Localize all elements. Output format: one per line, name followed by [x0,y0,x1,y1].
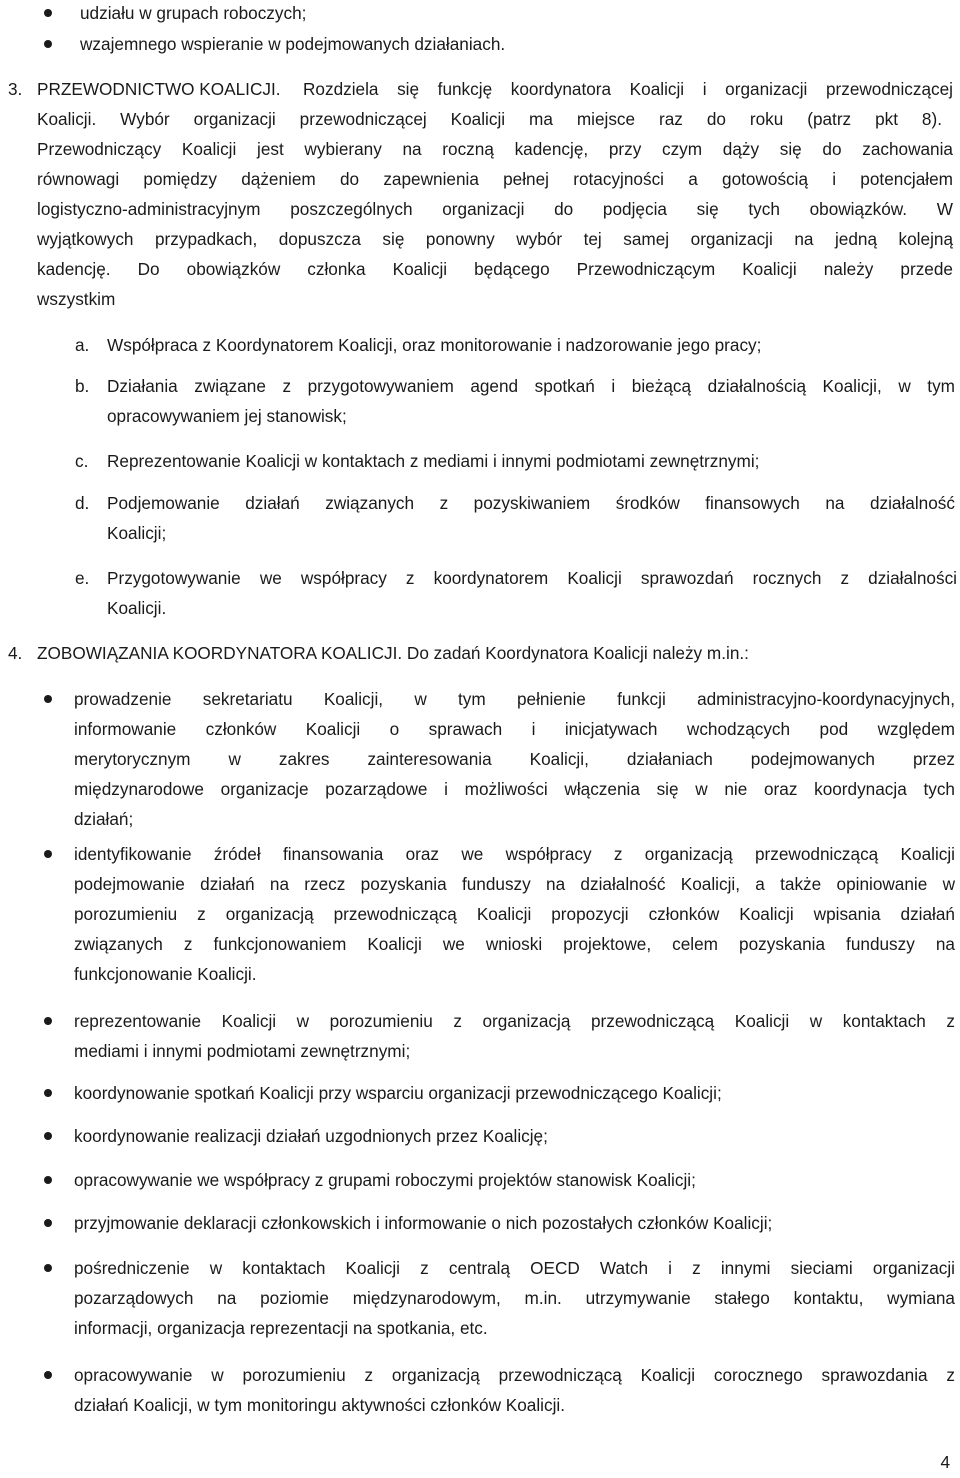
list-item: międzynarodowe organizacje pozarządowe i możliwości włączenia się w nie oraz koordynacja tych [74,779,955,799]
paragraph-line: Koalicji. Wybór organizacji przewodniczącej Koalicji ma miejsce raz do roku (patrz pkt 8). [37,109,942,129]
item-letter: d. [75,493,90,513]
list-item: Współpraca z Koordynatorem Koalicji, oraz monitorowanie i nadzorowanie jego pracy; [107,335,762,355]
item-letter: b. [75,376,90,396]
bullet-icon [44,1176,52,1184]
bullet-icon [44,9,52,17]
list-item: opracowywanie w porozumieniu z organizacją przewodniczącą Koalicji corocznego sprawozdania z [74,1365,955,1385]
item-letter: c. [75,451,89,471]
list-item: udziału w grupach roboczych; [80,3,307,23]
list-item: koordynowanie realizacji działań uzgodnionych przez Koalicję; [74,1126,548,1146]
list-item: mediami i innymi podmiotami zewnętrznymi; [74,1041,411,1061]
bullet-icon [44,1132,52,1140]
paragraph-line: wyjątkowych przypadkach, dopuszcza się ponowny wybór tej samej organizacji na jedną kolejną [37,229,953,249]
list-item: merytorycznym w zakres zainteresowania Koalicji, działaniach podejmowanych przez [74,749,955,769]
item-letter: a. [75,335,90,355]
list-item: porozumieniu z organizacją przewodniczącą Koalicji propozycji członków Koalicji wpisania działań [74,904,955,924]
bullet-icon [44,695,52,703]
section-number: 4. [8,643,23,663]
list-item: Podjemowanie działań związanych z pozyskiwaniem środków finansowych na działalność [107,493,955,513]
section-heading: PRZEWODNICTWO KOALICJI. [37,79,281,99]
list-item: przyjmowanie deklaracji członkowskich i informowanie o nich pozostałych członków Koalicji; [74,1213,773,1233]
list-item: informacji, organizacja reprezentacji na spotkania, etc. [74,1318,488,1338]
paragraph-line: logistyczno-administracyjnym poszczególnych organizacji do podjęcia się tych obowiązków. W [37,199,953,219]
list-item: opracowywanie we współpracy z grupami roboczymi projektów stanowisk Koalicji; [74,1170,696,1190]
list-item: Koalicji; [107,523,167,543]
list-item: pozarządowych na poziomie międzynarodowym, m.in. utrzymywanie stałego kontaktu, wymiana [74,1288,955,1308]
list-item: prowadzenie sekretariatu Koalicji, w tym pełnienie funkcji administracyjno-koordynacyjnych, [74,689,955,709]
list-item: działań; [74,809,134,829]
list-item: funkcjonowanie Koalicji. [74,964,257,984]
section-number: 3. [8,79,23,99]
paragraph-line: równowagi pomiędzy dążeniem do zapewnienia pełnej rotacyjności a gotowością i potencjałem [37,169,953,189]
list-item: Koalicji. [107,598,167,618]
list-item: reprezentowanie Koalicji w porozumieniu z organizacją przewodniczącą Koalicji w kontaktach z [74,1011,955,1031]
page-number: 4 [940,1452,950,1472]
bullet-icon [44,1089,52,1097]
paragraph-line: Rozdziela się funkcję koordynatora Koalicji i organizacji przewodniczącej [303,79,953,99]
list-item: związanych z funkcjonowaniem Koalicji we wnioski projektowe, celem pozyskania funduszy na [74,934,955,954]
list-item: Reprezentowanie Koalicji w kontaktach z mediami i innymi podmiotami zewnętrznymi; [107,451,760,471]
bullet-icon [44,850,52,858]
list-item: opracowywaniem jej stanowisk; [107,406,347,426]
list-item: Działania związane z przygotowywaniem agend spotkań i bieżącą działalnością Koalicji, w tym [107,376,955,396]
item-letter: e. [75,568,90,588]
section-heading: ZOBOWIĄZANIA KOORDYNATORA KOALICJI. Do zadań Koordynatora Koalicji należy m.in.: [37,643,749,663]
bullet-icon [44,1371,52,1379]
list-item: podejmowanie działań na rzecz pozyskania funduszy na działalność Koalicji, a także opiniowanie w [74,874,955,894]
paragraph-line: Przewodniczący Koalicji jest wybierany na roczną kadencję, przy czym dąży się do zachowania [37,139,953,159]
list-item: identyfikowanie źródeł finansowania oraz we współpracy z organizacją przewodniczącą Koalicji [74,844,955,864]
bullet-icon [44,1264,52,1272]
bullet-icon [44,1219,52,1227]
list-item: pośredniczenie w kontaktach Koalicji z centralą OECD Watch i z innymi sieciami organizacji [74,1258,955,1278]
list-item: Przygotowywanie we współpracy z koordynatorem Koalicji sprawozdań rocznych z działalności [107,568,957,588]
list-item: informowanie członków Koalicji o sprawach i inicjatywach wchodzących pod względem [74,719,955,739]
bullet-icon [44,1017,52,1025]
paragraph-line: kadencję. Do obowiązków członka Koalicji będącego Przewodniczącym Koalicji należy przede [37,259,953,279]
bullet-icon [44,40,52,48]
list-item: wzajemnego wspieranie w podejmowanych działaniach. [80,34,506,54]
list-item: działań Koalicji, w tym monitoringu aktywności członków Koalicji. [74,1395,565,1415]
paragraph-line: wszystkim [37,289,116,309]
list-item: koordynowanie spotkań Koalicji przy wsparciu organizacji przewodniczącego Koalicji; [74,1083,722,1103]
